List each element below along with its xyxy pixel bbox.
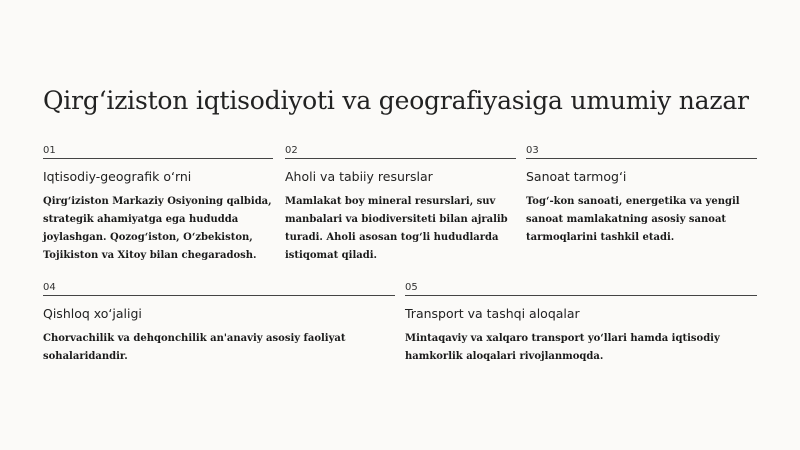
section-heading: Qishloq xo‘jaligi: [43, 306, 142, 321]
section-heading: Iqtisodiy-geografik o‘rni: [43, 169, 192, 184]
section-industry: [526, 144, 757, 247]
section-body: Mintaqaviy va xalqaro transport yo‘llari hamda iqtisodiy hamkorlik aloqalari rivojlanmoqda.: [405, 333, 720, 362]
section-heading: Transport va tashqi aloqalar: [405, 306, 580, 321]
section-body: Chorvachilik va dehqonchilik an'anaviy asosiy faoliyat sohalaridandir.: [43, 333, 346, 362]
section-body: Qirg‘iziston Markaziy Osiyoning qalbida, strategik ahamiyatga ega hududda joylashgan. Qozog‘iston, O‘zbekiston, Tojikiston va Xitoy bilan chegaradosh.: [43, 196, 272, 261]
section-economic-geographic-position: [43, 144, 273, 265]
section-number: 02: [285, 144, 516, 159]
section-number: 03: [526, 144, 757, 159]
section-number: 05: [405, 281, 757, 296]
section-body: Tog‘-kon sanoati, energetika va yengil sanoat mamlakatning asosiy sanoat tarmoqlarini tashkil etadi.: [526, 196, 740, 243]
page-title: Qirg‘iziston iqtisodiyoti va geografiyasiga umumiy nazar: [43, 86, 749, 115]
section-number: 04: [43, 281, 395, 296]
section-agriculture: [43, 281, 395, 366]
section-heading: Aholi va tabiiy resurslar: [285, 169, 433, 184]
section-population-resources: [285, 144, 516, 265]
section-transport: [405, 281, 757, 366]
section-number: 01: [43, 144, 273, 159]
section-heading: Sanoat tarmog‘i: [526, 169, 627, 184]
section-body: Mamlakat boy mineral resurslari, suv manbalari va biodiversiteti bilan ajralib turadi. Aholi asosan tog‘li hududlarda istiqomat qiladi.: [285, 196, 508, 261]
